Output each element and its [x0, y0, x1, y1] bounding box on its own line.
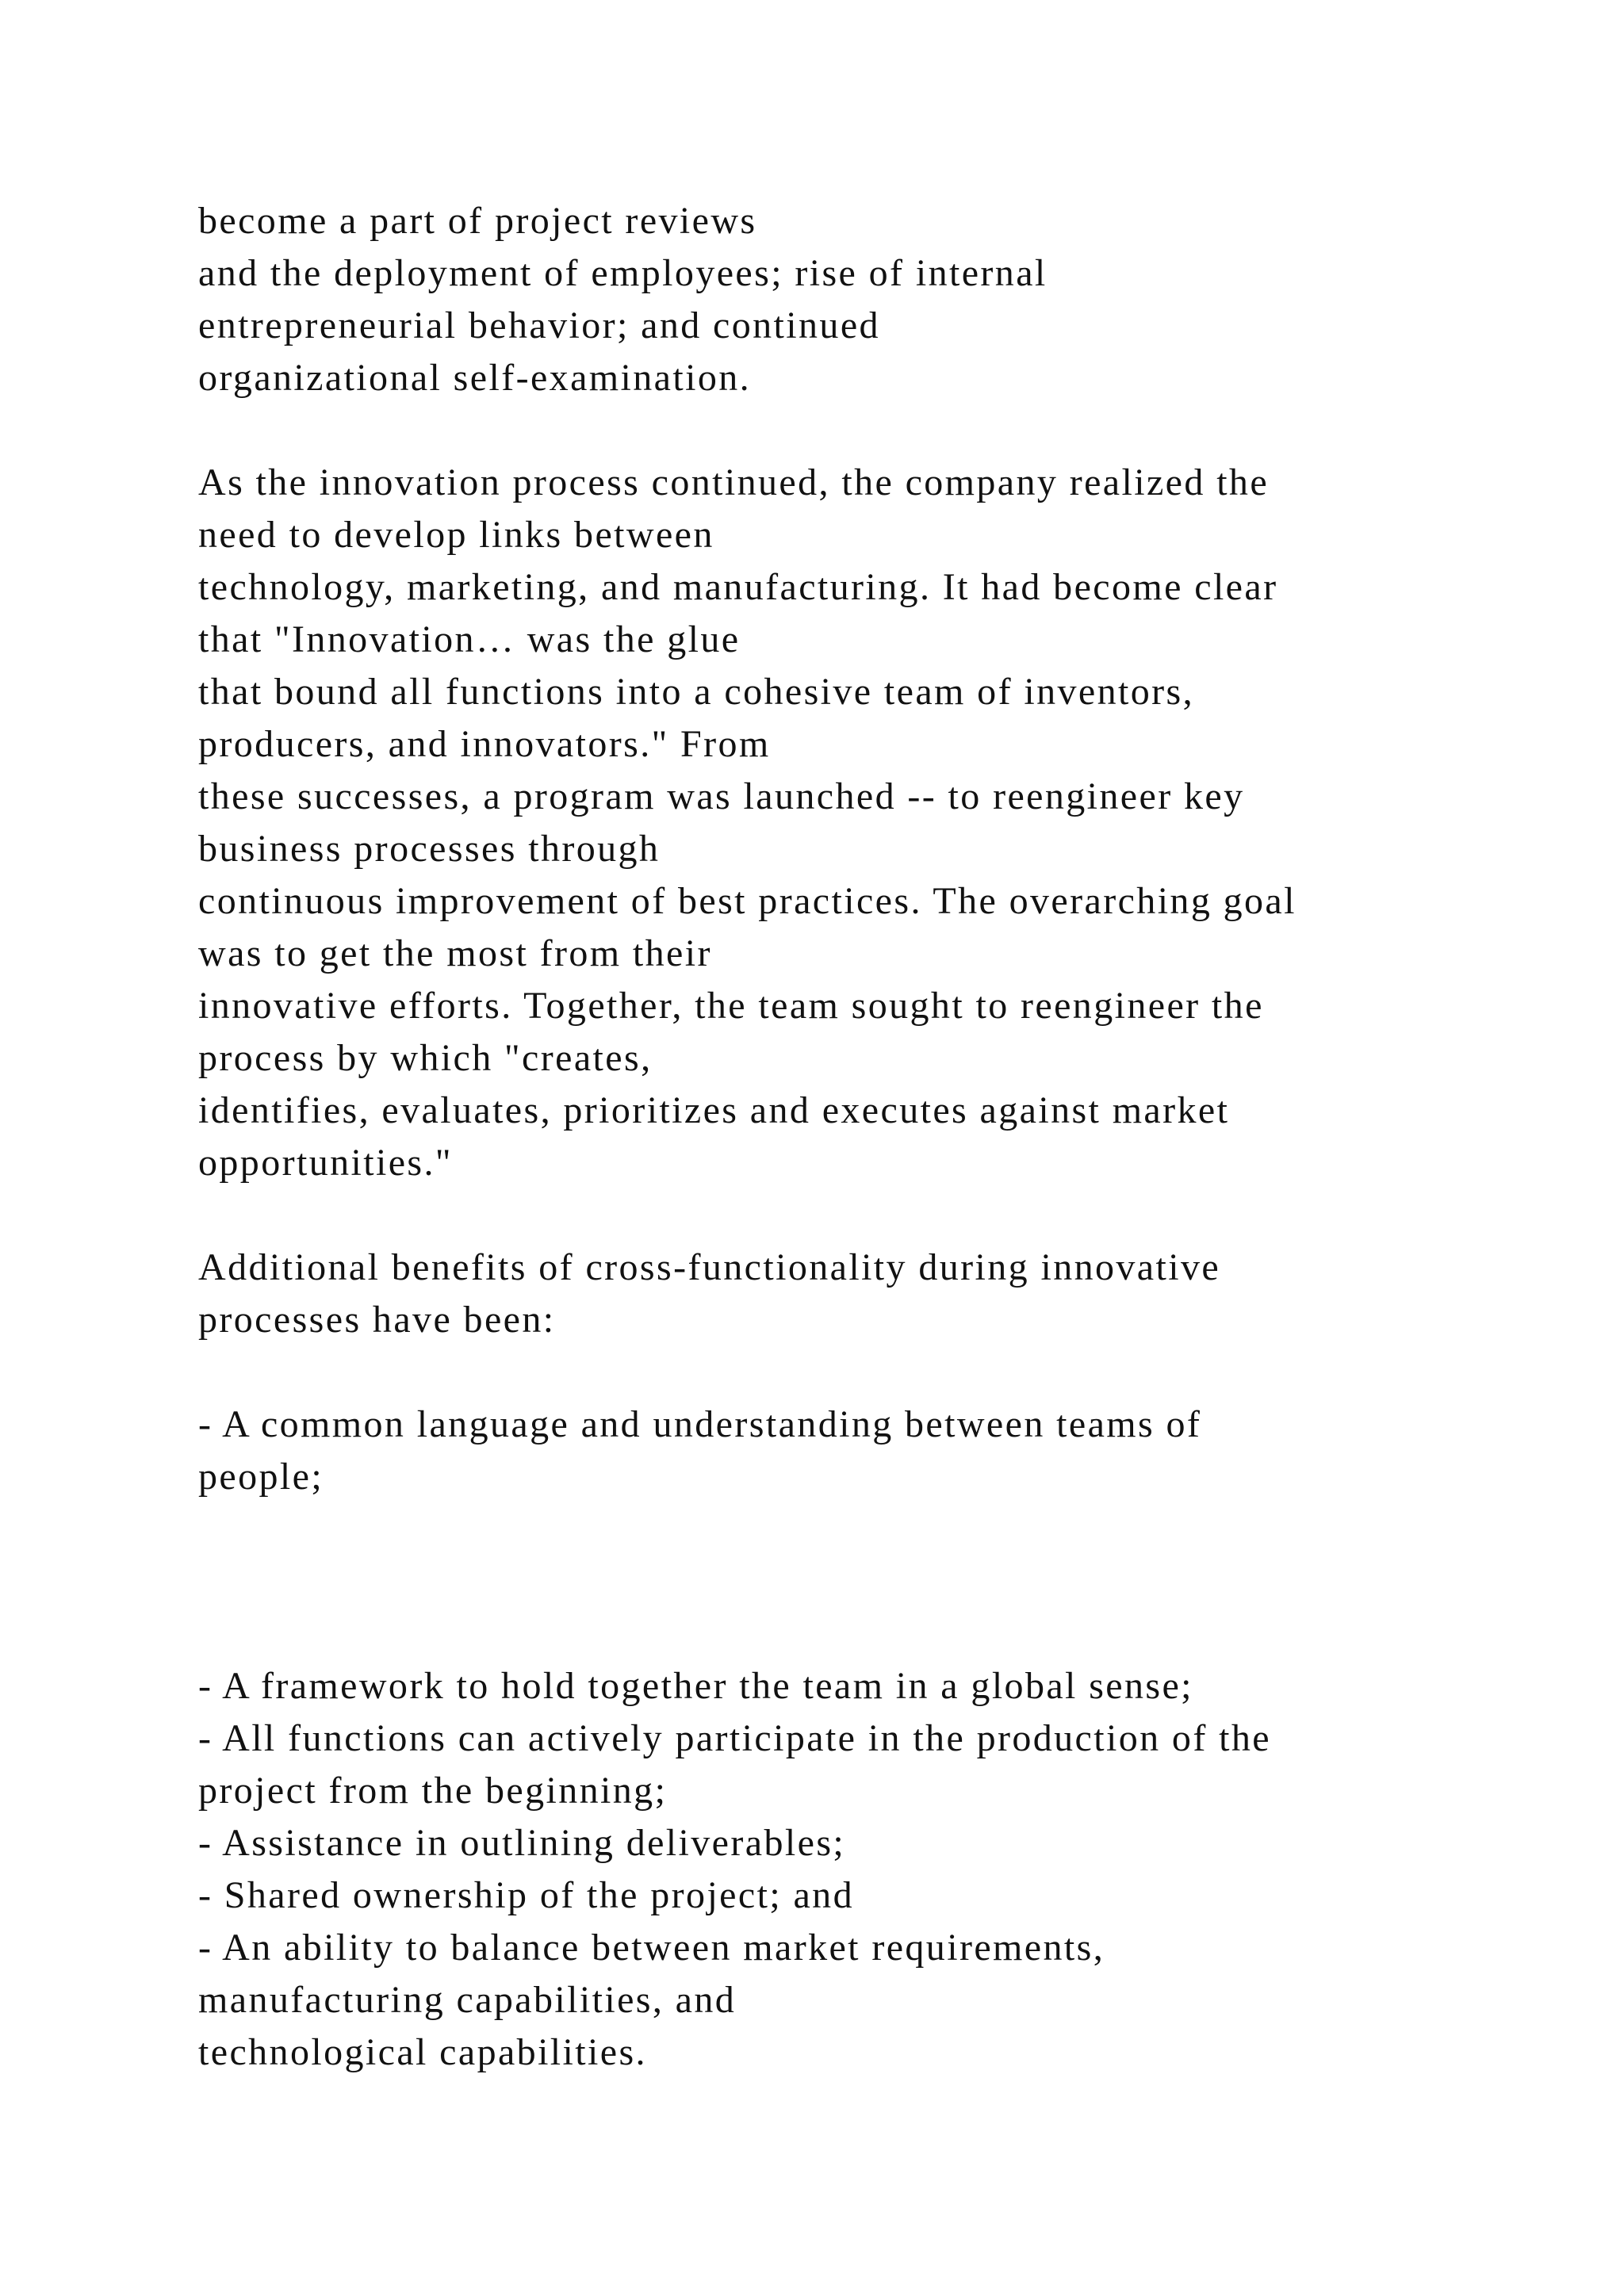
page-break-gap	[198, 1503, 1546, 1608]
text-line: and the deployment of employees; rise of internal	[198, 252, 1048, 294]
text-line: that "Innovation… was the glue	[198, 618, 741, 660]
paragraph-project-reviews	[198, 195, 1546, 404]
text-line: identifies, evaluates, prioritizes and executes against market	[198, 1089, 1230, 1131]
text-line: technology, marketing, and manufacturing. It had become clear	[198, 566, 1278, 608]
text-line: innovative efforts. Together, the team sought to reengineer the	[198, 985, 1264, 1027]
text-line: technological capabilities.	[198, 2031, 647, 2073]
text-line: manufacturing capabilities, and	[198, 1979, 737, 2021]
text-line: opportunities."	[198, 1142, 453, 1184]
bullet-list-part-2	[198, 1660, 1546, 2079]
text-line: people;	[198, 1456, 324, 1498]
paragraph-spacer	[198, 404, 1546, 457]
list-item: - An ability to balance between market requirements,	[198, 1927, 1105, 1969]
bullet-list-part-1	[198, 1399, 1546, 1503]
text-line: producers, and innovators." From	[198, 723, 771, 765]
text-line: entrepreneurial behavior; and continued	[198, 304, 880, 346]
text-line: need to develop links between	[198, 514, 714, 556]
text-line: these successes, a program was launched -- to reengineer key	[198, 775, 1245, 817]
text-line: that bound all functions into a cohesive team of inventors,	[198, 671, 1195, 713]
list-item: - Shared ownership of the project; and	[198, 1874, 854, 1916]
list-item: - Assistance in outlining deliverables;	[198, 1822, 846, 1864]
paragraph-spacer	[198, 1189, 1546, 1242]
paragraph-additional-benefits	[198, 1242, 1546, 1346]
text-line: As the innovation process continued, the company realized the	[198, 461, 1270, 503]
text-line: project from the beginning;	[198, 1770, 668, 1812]
paragraph-innovation-process	[198, 457, 1546, 1189]
text-line: processes have been:	[198, 1299, 556, 1341]
text-line: business processes through	[198, 828, 661, 870]
text-line: process by which "creates,	[198, 1037, 653, 1079]
list-item: - A common language and understanding between teams of	[198, 1403, 1202, 1445]
list-item: - A framework to hold together the team in a global sense;	[198, 1665, 1193, 1707]
text-line: Additional benefits of cross-functionality during innovative	[198, 1246, 1221, 1288]
text-line: was to get the most from their	[198, 932, 712, 974]
paragraph-spacer	[198, 1346, 1546, 1399]
text-line: continuous improvement of best practices. The overarching goal	[198, 880, 1297, 922]
paragraph-spacer	[198, 1608, 1546, 1660]
text-line: become a part of project reviews	[198, 200, 757, 242]
list-item: - All functions can actively participate in the production of the	[198, 1717, 1271, 1759]
text-line: organizational self-examination.	[198, 357, 752, 399]
document-body	[198, 195, 1546, 2079]
